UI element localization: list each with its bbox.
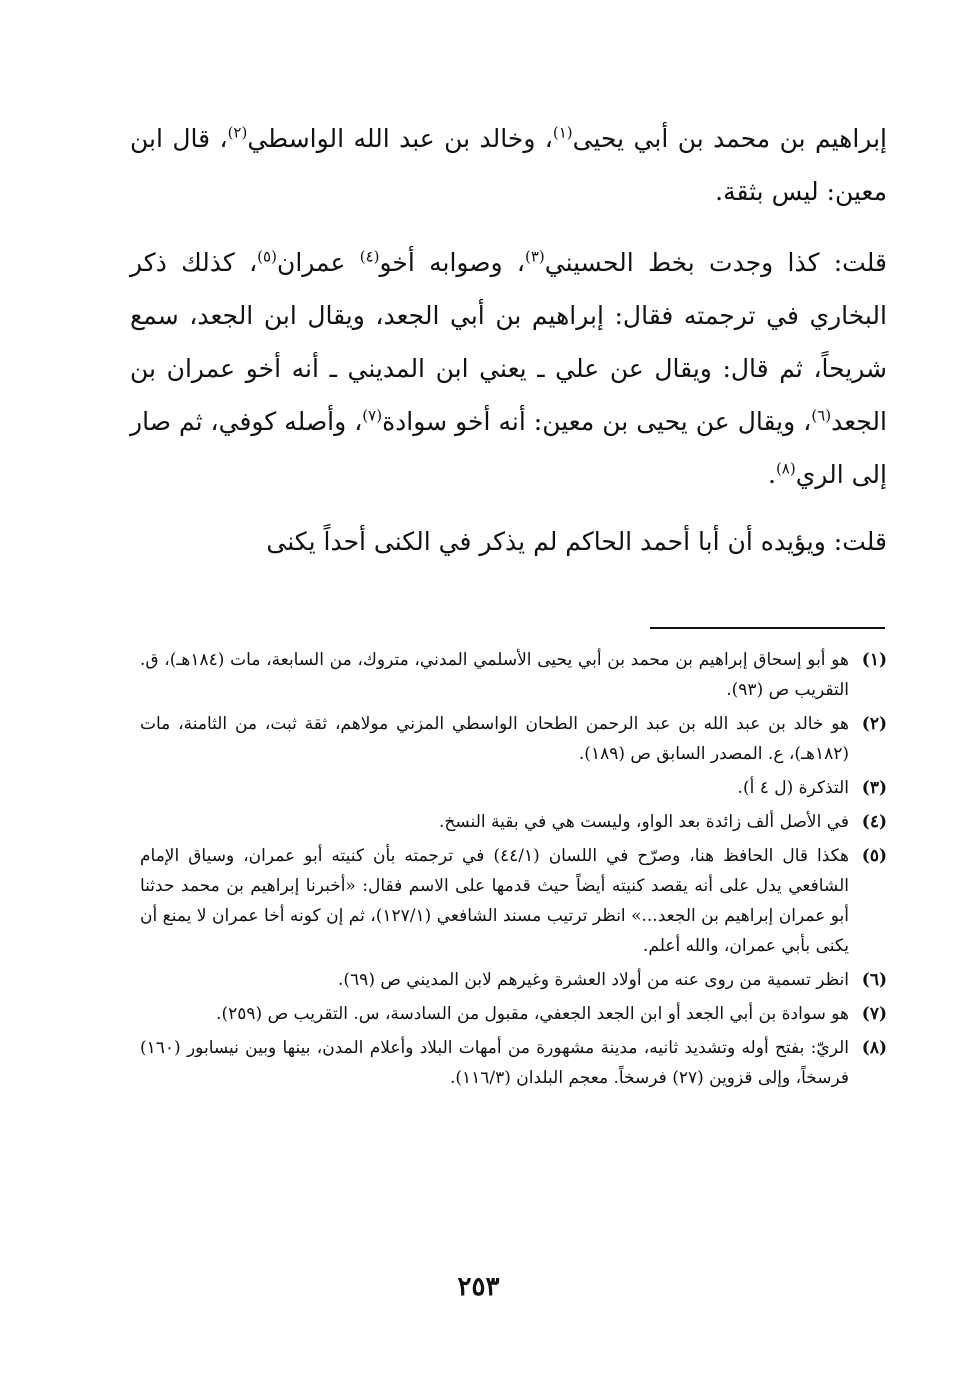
footnote-text: انظر تسمية من روى عنه من أولاد العشرة وغيرهم لابن المديني ص (٦٩). — [338, 970, 849, 990]
footnote-number: (١) — [861, 650, 887, 670]
paragraph-text: عمران — [276, 248, 360, 277]
paragraph-1 — [130, 112, 887, 218]
paragraph-text: ، وأصله كوفي، ثم صار إلى الري — [130, 407, 887, 489]
footnote-7 — [140, 999, 887, 1029]
paragraph-text: ، وصوابه أخو — [379, 248, 525, 277]
footnote-text: التذكرة (ل ٤ أ). — [737, 778, 849, 798]
footnote-ref-1: (١) — [552, 123, 573, 142]
paragraph-text: ، ويقال عن يحيى بن معين: أنه أخو سوادة — [382, 407, 812, 436]
footnote-text: هو خالد بن عبد الله بن عبد الرحمن الطحان الواسطي المزني مولاهم، ثقة ثبت، من الثامنة، مات (١٨٢هـ)، ع. المصدر السابق ص (١٨٩). — [140, 714, 849, 764]
footnote-1 — [140, 645, 887, 705]
footnote-ref-3: (٣) — [524, 247, 545, 266]
page-number: ٢٥٣ — [457, 1272, 500, 1302]
footnote-number: (٦) — [861, 970, 887, 990]
paragraph-3: قلت: ويؤيده أن أبا أحمد الحاكم لم يذكر في الكنى أحداً يكنى — [266, 527, 887, 556]
paragraph-text: ، وخالد بن عبد الله الواسطي — [247, 124, 553, 153]
footnote-2 — [140, 709, 887, 769]
footnote-number: (٥) — [861, 846, 887, 866]
footnote-number: (٣) — [861, 778, 887, 798]
footnote-3 — [140, 773, 887, 803]
footnote-text: في الأصل ألف زائدة بعد الواو، وليست هي في بقية النسخ. — [439, 812, 849, 832]
footnote-8 — [140, 1033, 887, 1093]
footnote-text: الريّ: بفتح أوله وتشديد ثانيه، مدينة مشهورة من أمهات البلاد وأعلام المدن، بينها وبين نيسابور (١٦٠) فرسخاً، وإلى قزوين (٢٧) فرسخاً. معجم البلدان (١١٦/٣). — [140, 1038, 849, 1088]
paragraph-2 — [130, 236, 887, 501]
footnote-number: (٧) — [861, 1004, 887, 1024]
footnote-6 — [140, 965, 887, 995]
footnote-text: هو أبو إسحاق إبراهيم بن محمد بن أبي يحيى الأسلمي المدني، متروك، من السابعة، مات (١٨٤هـ)، ق. التقريب ص (٩٣). — [140, 650, 849, 700]
footnote-ref-5: (٥) — [257, 247, 277, 266]
paragraph-text: . — [767, 460, 776, 489]
footnote-ref-6: (٦) — [811, 406, 832, 425]
footnote-text: هو سوادة بن أبي الجعد أو ابن الجعد الجعفي، مقبول من السادسة، س. التقريب ص (٢٥٩). — [216, 1004, 849, 1024]
footnote-4 — [140, 807, 887, 837]
footnote-ref-8: (٨) — [775, 459, 796, 478]
paragraph-text: ، قال ابن معين: ليس بثقة. — [130, 124, 887, 206]
footnote-number: (٤) — [861, 812, 887, 832]
footnote-number: (٢) — [861, 714, 887, 734]
footnote-5 — [140, 841, 887, 961]
paragraph-text: ، كذلك ذكر البخاري في ترجمته فقال: إبراهيم بن أبي الجعد، ويقال ابن الجعد، سمع شريحاً، ثم قال: ويقال عن علي ـ يعني ابن المديني ـ أنه أخو عمران بن الجعد — [130, 248, 887, 436]
footnote-separator — [650, 627, 885, 629]
footnote-number: (٨) — [861, 1038, 887, 1058]
footnote-ref-2: (٢) — [227, 123, 248, 142]
paragraph-text: قلت: كذا وجدت بخط الحسيني — [544, 248, 887, 277]
footnotes-section — [140, 645, 887, 1097]
footnote-text: هكذا قال الحافظ هنا، وصرّح في اللسان (٤٤/١) في ترجمته بأن كنيته أبو عمران، وسياق الإمام الشافعي يدل على أنه يقصد كنيته أيضاً حيث قدمها على الاسم فقال: «أخبرنا إبراهيم بن محمد حدثنا أبو عمران إبراهيم بن الجعد...» انظر ترتيب مسند الشافعي (١٢٧/١)، ثم إن كونه أخا عمران لا يمنع أن يكنى بأبي عمران، والله أعلم. — [140, 846, 849, 956]
footnote-ref-7: (٧) — [362, 406, 383, 425]
paragraph-text: إبراهيم بن محمد بن أبي يحيى — [572, 124, 888, 153]
footnote-ref-4: (٤) — [359, 247, 380, 266]
